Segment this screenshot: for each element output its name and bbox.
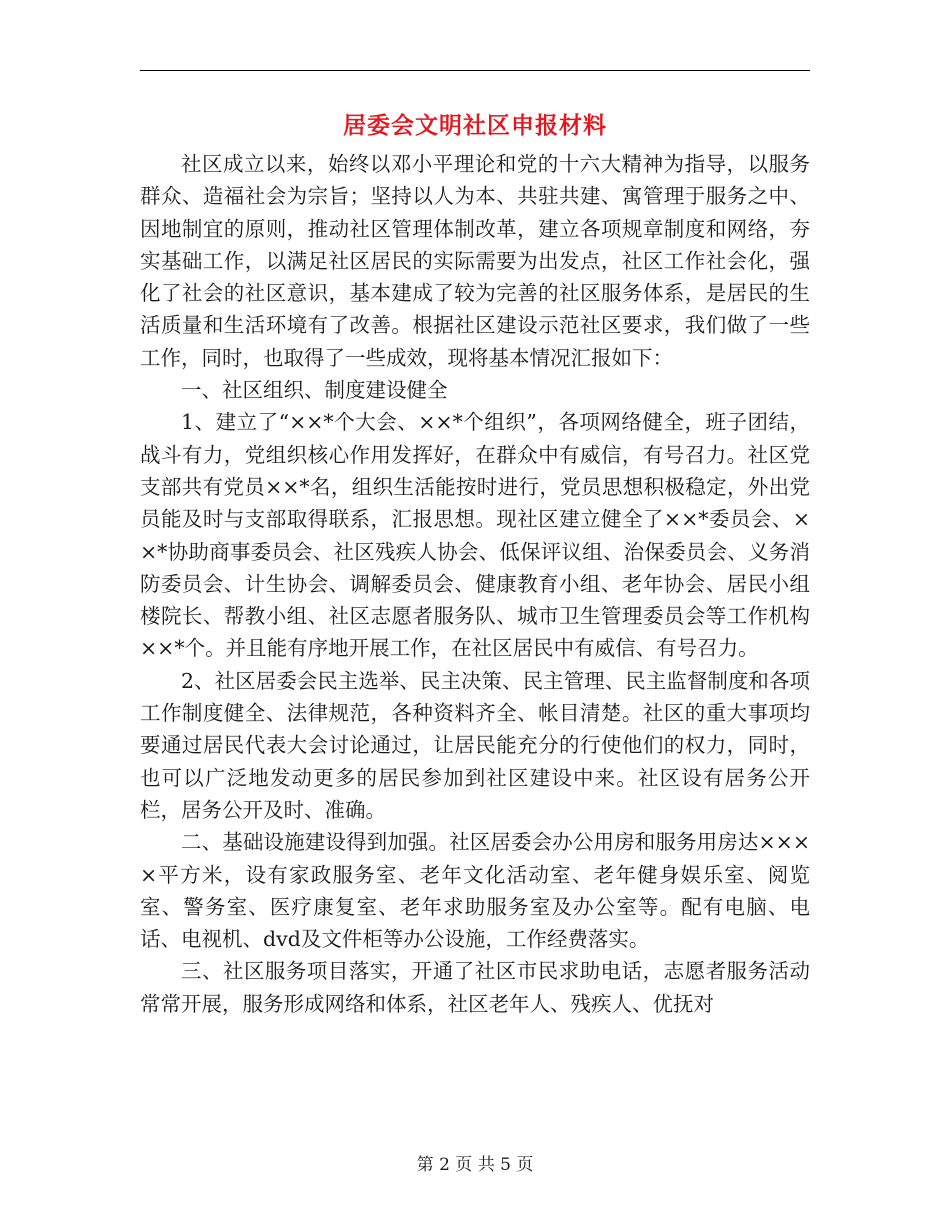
document-title: 居委会文明社区申报材料: [343, 112, 607, 139]
page-number: 第 2 页 共 5 页: [416, 1155, 534, 1175]
section-heading-1: 一、社区组织、制度建设健全: [181, 378, 448, 403]
document-body: [140, 148, 810, 1020]
paragraph-section-2: 二、基础设施建设得到加强。社区居委会办公用房和服务用房达××××平方米，设有家政服务室、老年文化活动室、老年健身娱乐室、阅览室、警务室、医疗康复室、老年求助服务室及办公室等。配有电脑、电话、电视机、dvd及文件柜等办公设施，工作经费落实。: [140, 830, 810, 952]
paragraph-item-2: 2、社区居委会民主选举、民主决策、民主管理、民主监督制度和各项工作制度健全、法律规范，各种资料齐全、帐目清楚。社区的重大事项均要通过居民代表大会讨论通过，让居民能充分的行使他们的权力，同时，也可以广泛地发动更多的居民参加到社区建设中来。社区设有居务公开栏，居务公开及时、准确。: [140, 668, 810, 822]
paragraph-item-1: 1、建立了“××*个大会、××*个组织”，各项网络健全，班子团结，战斗有力，党组织核心作用发挥好，在群众中有威信，有号召力。社区党支部共有党员××*名，组织生活能按时进行，党员思想积极稳定，外出党员能及时与支部取得联系，汇报思想。现社区建立健全了××*委员会、××*协助商事委员会、社区残疾人协会、低保评议组、治保委员会、义务消防委员会、计生协会、调解委员会、健康教育小组、老年协会、居民小组楼院长、帮教小组、社区志愿者服务队、城市卫生管理委员会等工作机构××*个。并且能有序地开展工作，在社区居民中有威信、有号召力。: [140, 410, 810, 661]
paragraph-section-3: 三、社区服务项目落实，开通了社区市民求助电话，志愿者服务活动常常开展，服务形成网络和体系，社区老年人、残疾人、优抚对: [140, 959, 810, 1016]
paragraph-intro: 社区成立以来，始终以邓小平理论和党的十六大精神为指导，以服务群众、造福社会为宗旨；坚持以人为本、共驻共建、寓管理于服务之中、因地制宜的原则，推动社区管理体制改革，建立各项规章制度和网络，夯实基础工作，以满足社区居民的实际需要为出发点，社区工作社会化，强化了社会的社区意识，基本建成了较为完善的社区服务体系，是居民的生活质量和生活环境有了改善。根据社区建设示范社区要求，我们做了一些工作，同时，也取得了一些成效，现将基本情况汇报如下：: [140, 152, 810, 370]
header-rule: [140, 70, 810, 71]
